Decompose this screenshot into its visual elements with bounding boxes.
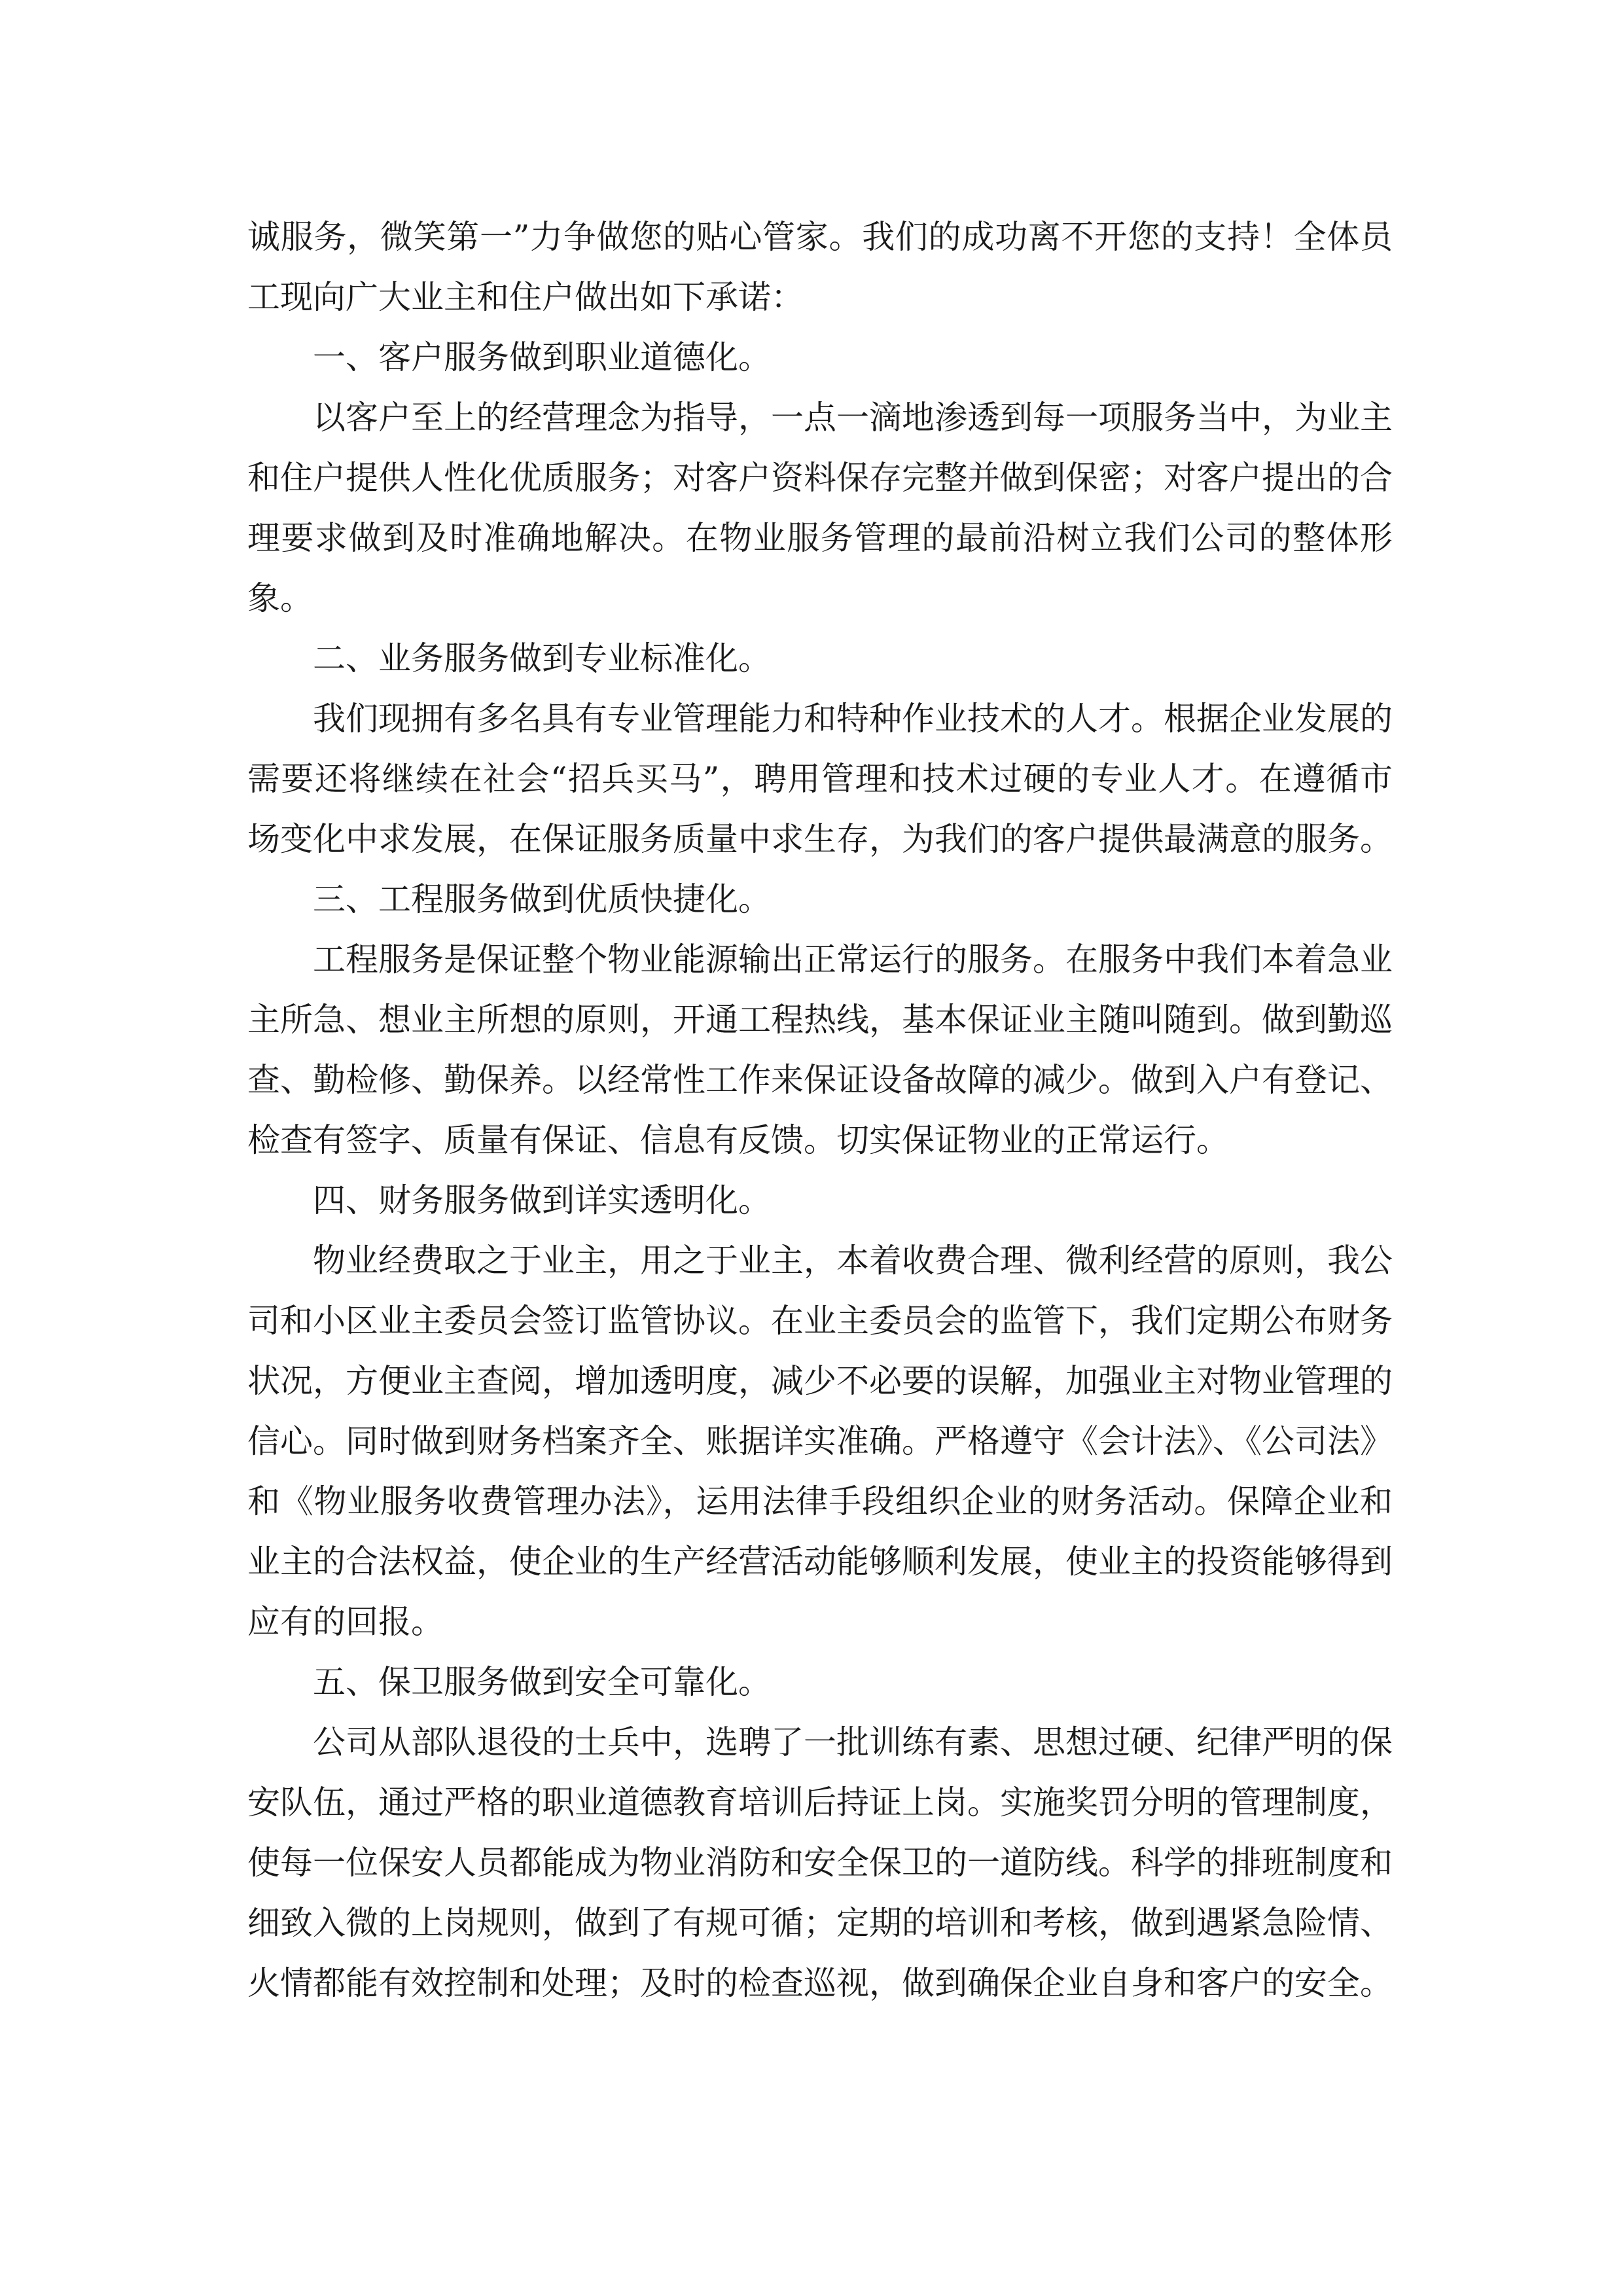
document-body [247,207,1393,2013]
section-heading-customer-service: 一、客户服务做到职业道德化。 [313,338,771,376]
paragraph-security-service: 公司从部队退役的士兵中，选聘了一批训练有素、思想过硬、纪律严明的保安队伍，通过严格的职业道德教育培训后持证上岗。实施奖罚分明的管理制度，使每一位保安人员都能成为物业消防和安全保卫的一道防线。科学的排班制度和细致入微的上岗规则，做到了有规可循；定期的培训和考核，做到遇紧急险情、火情都能有效控制和处理；及时的检查巡视，做到确保企业自身和客户的安全。 [247,1723,1393,2002]
section-heading-security-service: 五、保卫服务做到安全可靠化。 [313,1663,771,1701]
paragraph-intro-continuation: 诚服务，微笑第一”力争做您的贴心管家。我们的成功离不开您的支持！全体员工现向广大业主和住户做出如下承诺： [247,218,1393,316]
paragraph-business-service: 我们现拥有多名具有专业管理能力和特种作业技术的人才。根据企业发展的需要还将继续在社会“招兵买马”，聘用管理和技术过硬的专业人才。在遵循市场变化中求发展，在保证服务质量中求生存，为我们的客户提供最满意的服务。 [247,700,1393,858]
section-heading-business-service: 二、业务服务做到专业标准化。 [313,639,771,677]
section-heading-finance-service: 四、财务服务做到详实透明化。 [313,1181,771,1219]
paragraph-customer-service: 以客户至上的经营理念为指导，一点一滴地渗透到每一项服务当中，为业主和住户提供人性化优质服务；对客户资料保存完整并做到保密；对客户提出的合理要求做到及时准确地解决。在物业服务管理的最前沿树立我们公司的整体形象。 [247,399,1393,617]
paragraph-finance-service: 物业经费取之于业主，用之于业主，本着收费合理、微利经营的原则，我公司和小区业主委员会签订监管协议。在业主委员会的监管下，我们定期公布财务状况，方便业主查阅，增加透明度，减少不必要的误解，加强业主对物业管理的信心。同时做到财务档案齐全、账据详实准确。严格遵守《会计法》、《公司法》和《物业服务收费管理办法》，运用法律手段组织企业的财务活动。保障企业和业主的合法权益，使企业的生产经营活动能够顺利发展，使业主的投资能够得到应有的回报。 [247,1242,1393,1641]
paragraph-engineering-service: 工程服务是保证整个物业能源输出正常运行的服务。在服务中我们本着急业主所急、想业主所想的原则，开通工程热线，基本保证业主随叫随到。做到勤巡查、勤检修、勤保养。以经常性工作来保证设备故障的减少。做到入户有登记、检查有签字、质量有保证、信息有反馈。切实保证物业的正常运行。 [247,941,1393,1159]
section-heading-engineering-service: 三、工程服务做到优质快捷化。 [313,880,771,918]
